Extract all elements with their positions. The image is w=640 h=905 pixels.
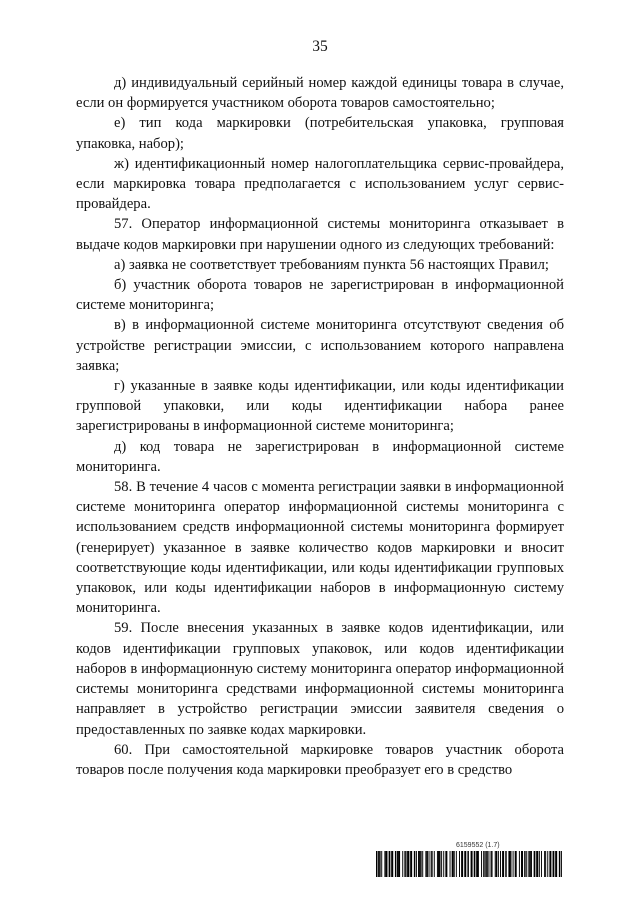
- paragraph-58: 58. В течение 4 часов с момента регистрации заявки в информационной системе мониторинга оператор информационной системы мониторинга с использованием средств информационной системы мониторинга формирует (генерирует) указанное в заявке количество кодов маркировки и вносит соответствующие коды идентификации, или коды идентификации групповых упаковок, или коды идентификации наборов в информационную систему мониторинга.: [76, 479, 564, 617]
- document-code: 6159552 (1.7): [456, 842, 500, 849]
- paragraph-item-g: г) указанные в заявке коды идентификации, или коды идентификации групповой упаковки, или коды идентификации набора ранее зарегистрированы в информационной системе мониторинга;: [76, 378, 564, 435]
- barcode-icon: [376, 851, 562, 877]
- document-body: [76, 73, 564, 780]
- paragraph-item-d: д) индивидуальный серийный номер каждой единицы товара в случае, если он формируется участником оборота товаров самостоятельно;: [76, 75, 564, 112]
- paragraph-item-v: в) в информационной системе мониторинга отсутствуют сведения об устройстве регистрации эмиссии, с использованием которого направлена заявка;: [76, 317, 564, 374]
- paragraph-item-d2: д) код товара не зарегистрирован в информационной системе мониторинга.: [76, 438, 564, 475]
- page-number: 35: [312, 38, 328, 55]
- paragraph-item-b: б) участник оборота товаров не зарегистрирован в информационной системе мониторинга;: [76, 277, 564, 314]
- paragraph-57: 57. Оператор информационной системы мониторинга отказывает в выдаче кодов маркировки при нарушении одного из следующих требований:: [76, 216, 564, 253]
- paragraph-item-e: е) тип кода маркировки (потребительская упаковка, групповая упаковка, набор);: [76, 115, 564, 152]
- paragraph-60: 60. При самостоятельной маркировке товаров участник оборота товаров после получения кода маркировки преобразует его в средство: [76, 741, 564, 778]
- paragraph-item-a: а) заявка не соответствует требованиям пункта 56 настоящих Правил;: [114, 256, 549, 273]
- paragraph-item-zh: ж) идентификационный номер налогоплательщика сервис-провайдера, если маркировка товара предполагается с использованием услуг сервис-провайдера.: [76, 155, 564, 213]
- paragraph-59: 59. После внесения указанных в заявке кодов идентификации, или кодов идентификации групповых упаковок, или кодов идентификации наборов в информационную систему мониторинга оператор информационной системы мониторинга средствами информационной системы мониторинга направляет в устройство регистрации эмиссии заявителя сведения о предоставленных по заявке кодах маркировки.: [76, 620, 564, 738]
